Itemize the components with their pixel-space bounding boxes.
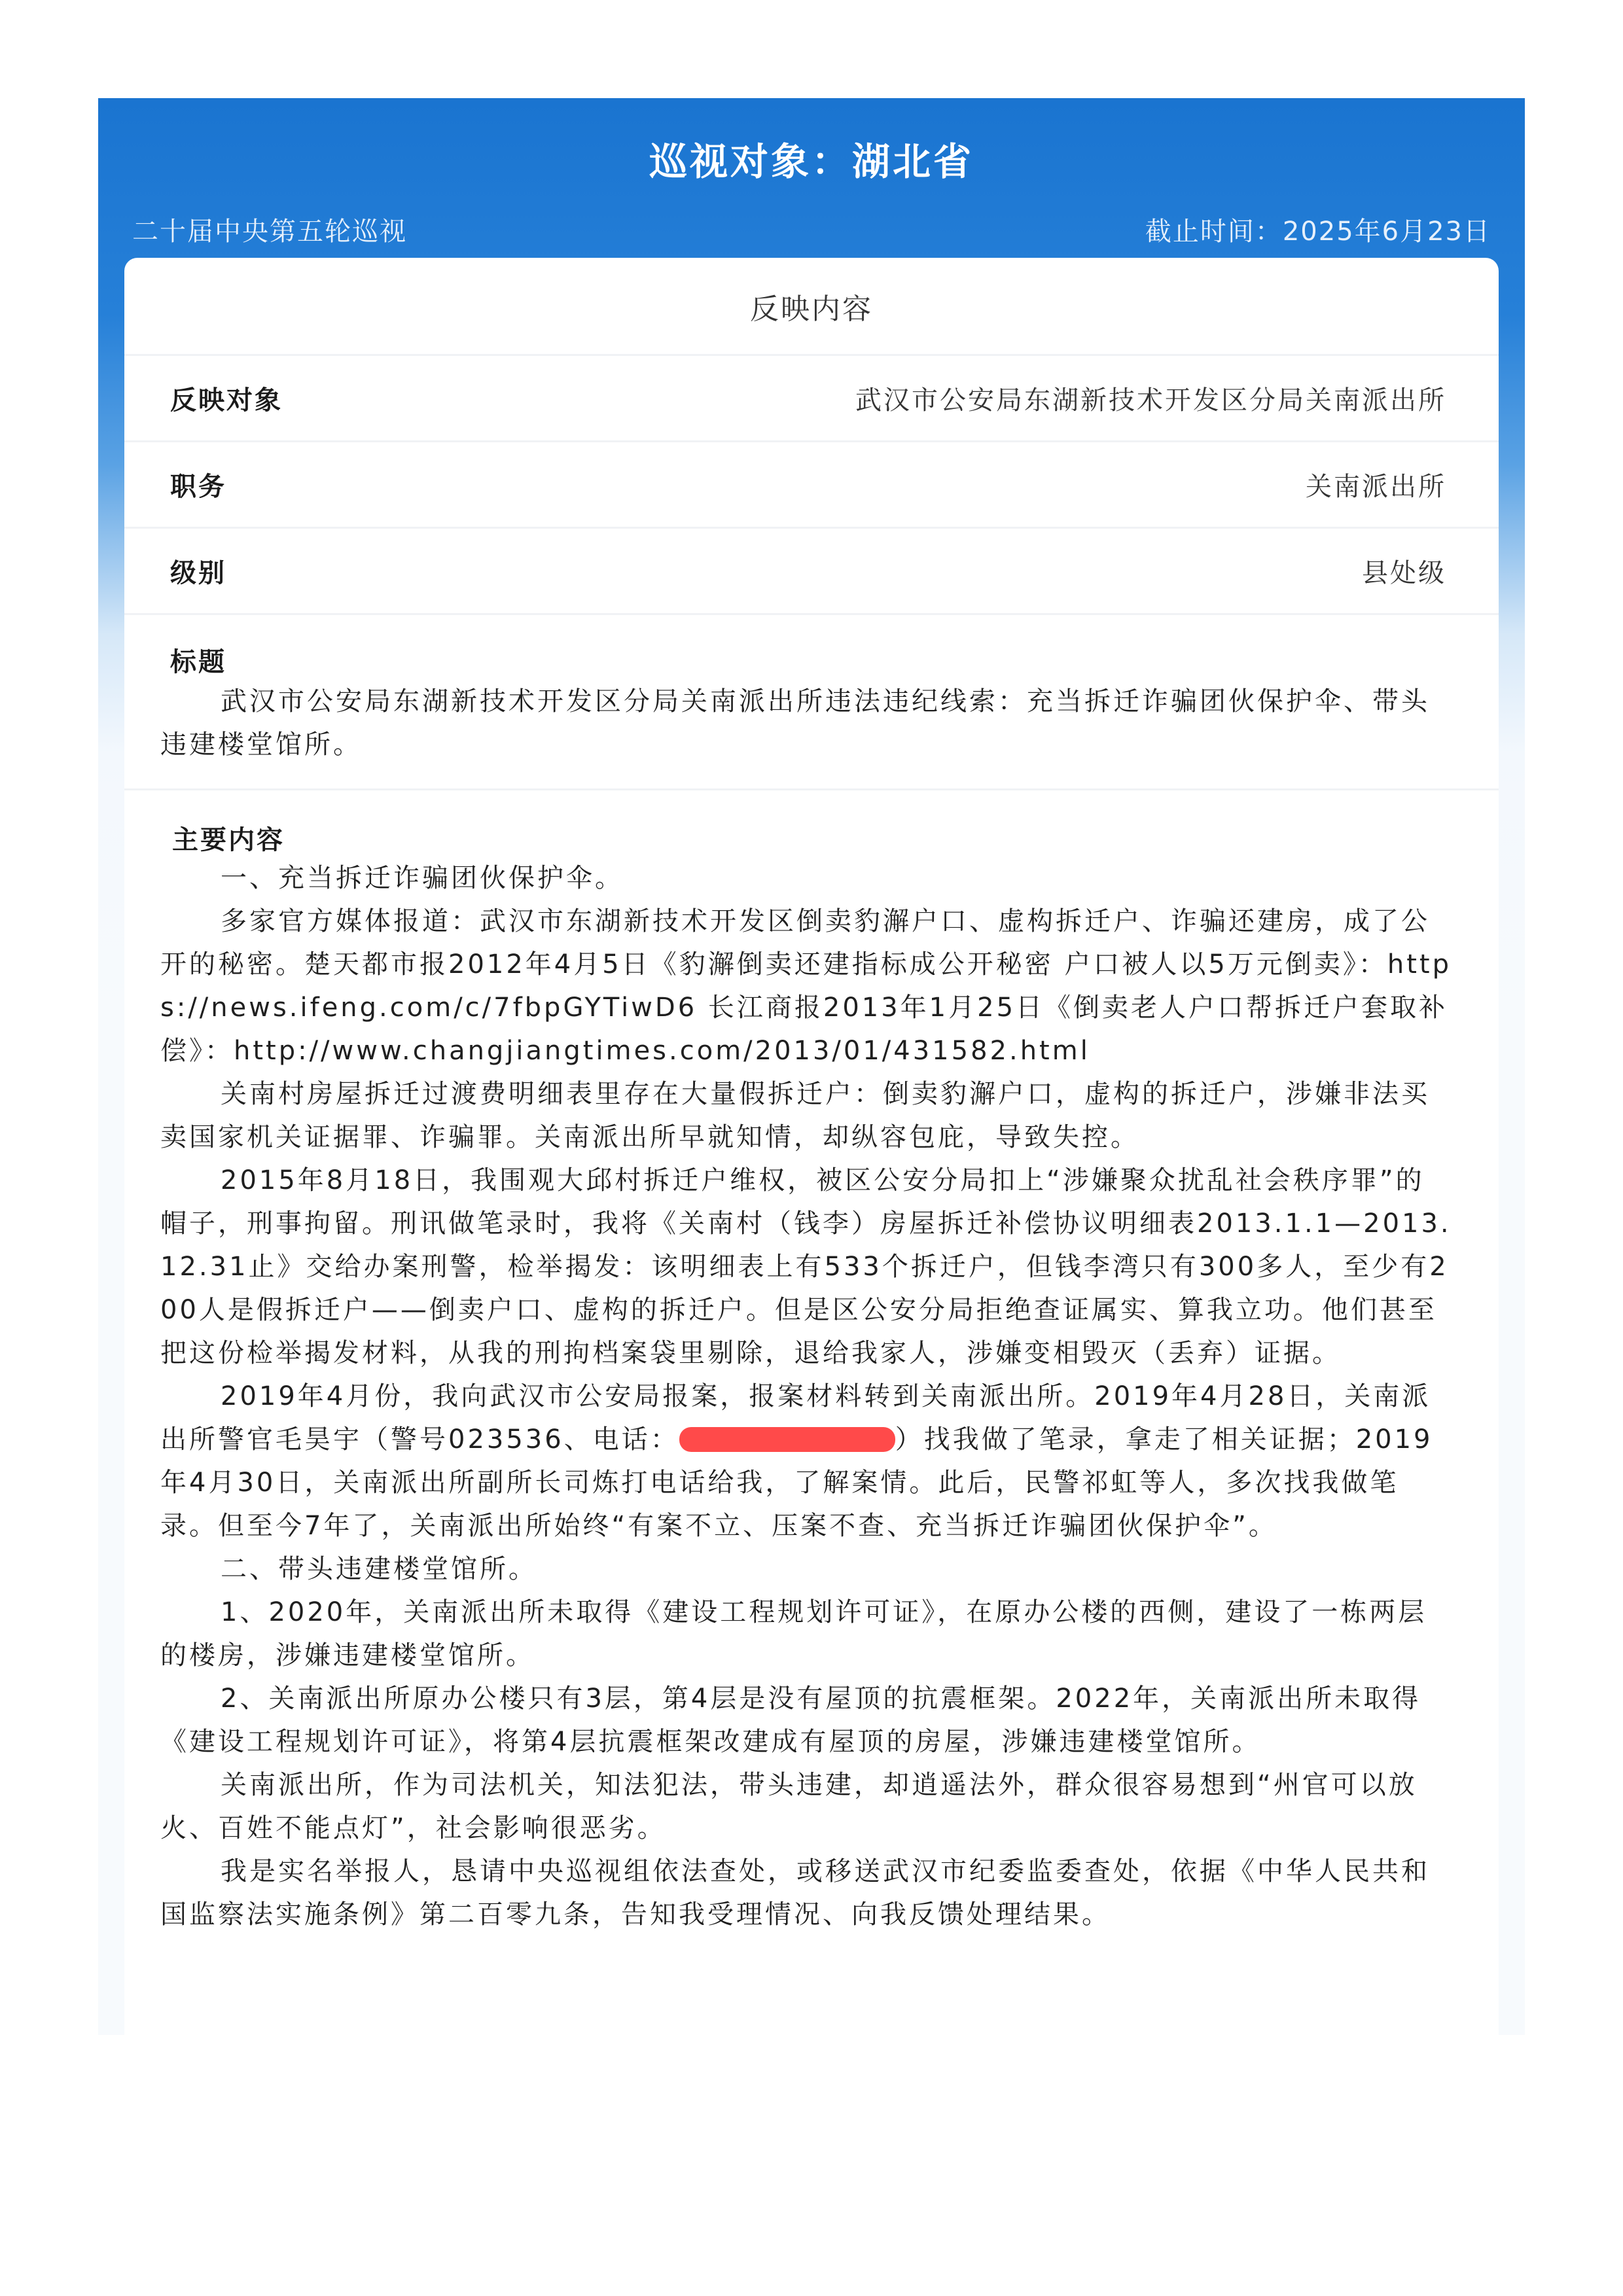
row-value: 县处级 xyxy=(1362,558,1446,588)
paragraph: 多家官方媒体报道：武汉市东湖新技术开发区倒卖豹澥户口、虚构拆迁户、诈骗还建房，成了公开的秘密。楚天都市报2012年4月5日《豹澥倒卖还建指标成公开秘密 户口被人以5万元倒卖》：https://news.ifeng.com/c/7fbpGYTiwD6 长江商报2013年1月25日《倒卖老人户口帮拆迁户套取补偿》：http://www.changjiangtimes.com/2013/01/431582.html xyxy=(160,906,1452,1066)
page-title: 巡视对象：湖北省 xyxy=(649,139,974,184)
paragraph: 关南村房屋拆迁过渡费明细表里存在大量假拆迁户：倒卖豹澥户口，虚构的拆迁户，涉嫌非法买卖国家机关证据罪、诈骗罪。关南派出所早就知情，却纵容包庇，导致失控。 xyxy=(160,1079,1430,1152)
paragraph-text: ）找我做了笔录，拿走了相关证据；2019年4月30日，关南派出所副所长司炼打电话给我，了解案情。此后，民警祁虹等人，多次找我做笔录。但至今7年了，关南派出所始终“有案不立、压案不查、充当拆迁诈骗团伙保护伞”。 xyxy=(160,1424,1433,1541)
paragraph: 一、充当拆迁诈骗团伙保护伞。 xyxy=(221,863,624,893)
row-label: 级别 xyxy=(170,558,226,588)
main-content-heading: 主要内容 xyxy=(172,825,285,855)
deadline-date: 截止时间：2025年6月23日 xyxy=(1145,217,1491,247)
title-section xyxy=(124,615,1499,790)
main-content-section xyxy=(124,790,1499,1936)
info-row-target xyxy=(124,356,1499,442)
report-page xyxy=(98,98,1525,2035)
row-value: 关南派出所 xyxy=(1306,472,1446,502)
card-title: 反映内容 xyxy=(124,258,1499,356)
row-value: 武汉市公安局东湖新技术开发区分局关南派出所 xyxy=(855,385,1446,415)
paragraph-report xyxy=(160,1375,1452,1547)
paragraph: 2、关南派出所原办公楼只有3层，第4层是没有屋顶的抗震框架。2022年，关南派出所未取得《建设工程规划许可证》，将第4层抗震框架改建成有屋顶的房屋，涉嫌违建楼堂馆所。 xyxy=(160,1684,1421,1757)
row-label: 反映对象 xyxy=(170,385,283,415)
paragraph: 2015年8月18日，我围观大邱村拆迁户维权，被区公安分局扣上“涉嫌聚众扰乱社会秩序罪”的帽子，刑事拘留。刑讯做笔录时，我将《关南村（钱李）房屋拆迁补偿协议明细表2013.1.1—2013.12.31止》交给办案刑警，检举揭发：该明细表上有533个拆迁户，但钱李湾只有300多人，至少有200人是假拆迁户——倒卖户口、虚构的拆迁户。但是区公安分局拒绝查证属实、算我立功。他们甚至把这份检举揭发材料，从我的刑拘档案袋里剔除，退给我家人，涉嫌变相毁灭（丢弃）证据。 xyxy=(160,1165,1452,1368)
info-row-position xyxy=(124,442,1499,529)
paragraph: 我是实名举报人，恳请中央巡视组依法查处，或移送武汉市纪委监委查处，依据《中华人民共和国监察法实施条例》第二百零九条，告知我受理情况、向我反馈处理结果。 xyxy=(160,1856,1430,1930)
redacted-phone-mark xyxy=(679,1427,895,1452)
paragraph-text: 2019年4月份，我向武汉市公安局报案，报案材料转到关南派出所。2019年4月28日，关南派出所警官毛昊宇（警号023536、电话： xyxy=(160,1381,1431,1455)
inspection-round: 二十届中央第五轮巡视 xyxy=(132,217,407,247)
info-row-level xyxy=(124,529,1499,615)
paragraph: 1、2020年，关南派出所未取得《建设工程规划许可证》，在原办公楼的西侧，建设了一栋两层的楼房，涉嫌违建楼堂馆所。 xyxy=(160,1597,1427,1670)
paragraph: 二、带头违建楼堂馆所。 xyxy=(221,1554,537,1584)
title-text: 武汉市公安局东湖新技术开发区分局关南派出所违法违纪线索：充当拆迁诈骗团伙保护伞、带头违建楼堂馆所。 xyxy=(160,686,1430,760)
paragraph: 关南派出所，作为司法机关，知法犯法，带头违建，却逍遥法外，群众很容易想到“州官可以放火、百姓不能点灯”，社会影响很恶劣。 xyxy=(160,1770,1418,1843)
title-heading: 标题 xyxy=(170,647,226,677)
row-label: 职务 xyxy=(170,472,226,502)
content-card xyxy=(124,258,1499,2129)
